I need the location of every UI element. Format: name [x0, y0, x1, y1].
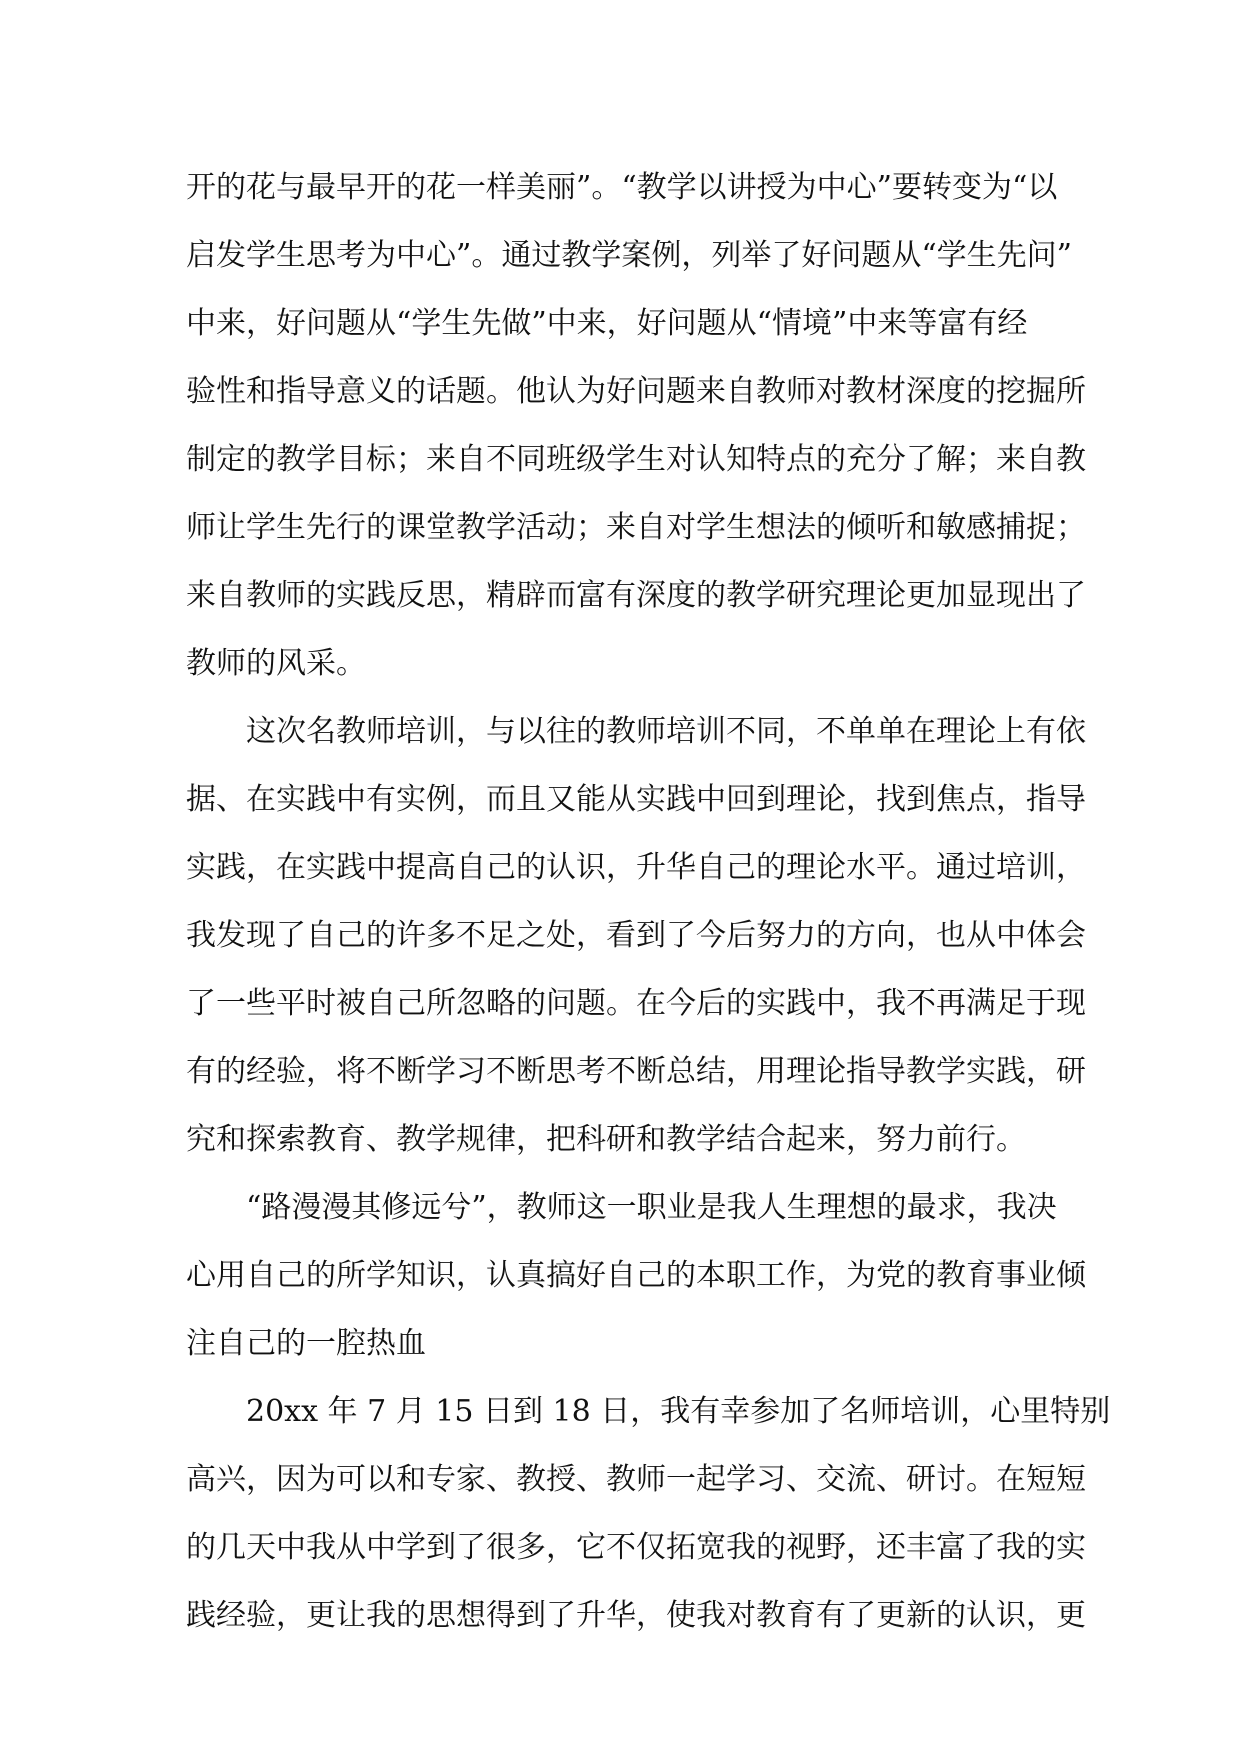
text-line: 验性和指导意义的话题。他认为好问题来自教师对教材深度的挖掘所: [186, 374, 1086, 409]
paragraph-4: [186, 1378, 1111, 1650]
text-line: 心用自己的所学知识，认真搞好自己的本职工作，为党的教育事业倾: [186, 1258, 1086, 1293]
paragraph-3: [186, 1174, 1086, 1378]
text-line: 这次名教师培训，与以往的教师培训不同，不单单在理论上有依: [246, 714, 1086, 749]
text-line: 教师的风采。: [186, 646, 366, 681]
text-line: 践经验，更让我的思想得到了升华，使我对教育有了更新的认识，更: [186, 1598, 1086, 1633]
text-line: 究和探索教育、教学规律，把科研和教学结合起来，努力前行。: [186, 1122, 1026, 1157]
text-line: 来自教师的实践反思，精辟而富有深度的教学研究理论更加显现出了: [186, 578, 1086, 613]
text-line: 制定的教学目标；来自不同班级学生对认知特点的充分了解；来自教: [186, 442, 1086, 477]
text-line: 的几天中我从中学到了很多，它不仅拓宽我的视野，还丰富了我的实: [186, 1530, 1086, 1565]
text-line: 启发学生思考为中心”。通过教学案例，列举了好问题从“学生先问”: [186, 238, 1073, 273]
text-line: 师让学生先行的课堂教学活动；来自对学生想法的倾听和敏感捕捉；: [186, 510, 1086, 545]
text-line: 开的花与最早开的花一样美丽”。“教学以讲授为中心”要转变为“以: [186, 170, 1058, 205]
text-line: 注自己的一腔热血: [186, 1326, 426, 1361]
paragraph-2: [186, 698, 1086, 1174]
text-line: 有的经验，将不断学习不断思考不断总结，用理论指导教学实践，研: [186, 1054, 1086, 1089]
paragraph-1: [186, 154, 1086, 698]
text-line: 高兴，因为可以和专家、教授、教师一起学习、交流、研讨。在短短: [186, 1462, 1086, 1497]
body-text: [186, 154, 1111, 1650]
text-line: 实践，在实践中提高自己的认识，升华自己的理论水平。通过培训，: [186, 850, 1086, 885]
text-line: 我发现了自己的许多不足之处，看到了今后努力的方向，也从中体会: [186, 918, 1086, 953]
text-line: 20xx 年 7 月 15 日到 18 日，我有幸参加了名师培训，心里特别: [246, 1394, 1111, 1429]
text-line: 据、在实践中有实例，而且又能从实践中回到理论，找到焦点，指导: [186, 782, 1086, 817]
text-line: 了一些平时被自己所忽略的问题。在今后的实践中，我不再满足于现: [186, 986, 1086, 1021]
text-line: “路漫漫其修远兮”，教师这一职业是我人生理想的最求，我决: [246, 1190, 1057, 1225]
text-line: 中来，好问题从“学生先做”中来，好问题从“情境”中来等富有经: [186, 306, 1028, 341]
